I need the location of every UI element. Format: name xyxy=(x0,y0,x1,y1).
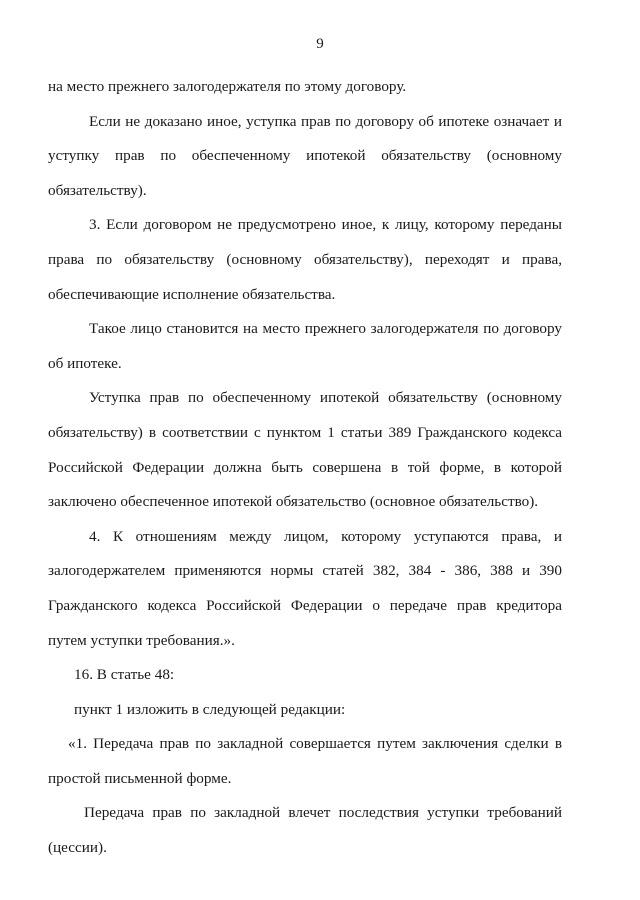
paragraph-new-pledgee: Такое лицо становится на место прежнего залогодержателя по договору об ипотеке. xyxy=(48,320,562,372)
paragraph-article-48: 16. В статье 48: xyxy=(74,666,175,684)
paragraph-cession: Передача прав по закладной влечет последствия уступки требований (цессии). xyxy=(48,804,562,857)
paragraph-assignment-meaning: Если не доказано иное, уступка прав по договору об ипотеке означает и уступку прав по обеспеченному ипотекой обязательству (основному обязательству). xyxy=(48,112,562,199)
paragraph-point-1-edit: пункт 1 изложить в следующей редакции: xyxy=(74,700,346,718)
paragraph-item-4: 4. К отношениям между лицом, которому уступаются права, и залогодержателем применяются нормы статей 382, 384 - 386, 388 и 390 Гражданского кодекса Российской Федерации о передаче прав кредитора путем уступки требования.». xyxy=(48,527,562,649)
page-number: 9 xyxy=(316,36,324,52)
paragraph-mortgage-transfer: «1. Передача прав по закладной совершается путем заключения сделки в простой письменной форме. xyxy=(48,735,562,787)
paragraph-item-3: 3. Если договором не предусмотрено иное, к лицу, которому переданы права по обязательству (основному обязательству), переходят и права, обеспечивающие исполнение обязательства. xyxy=(48,216,562,303)
paragraph-assignment-form: Уступка прав по обеспеченному ипотекой обязательству (основному обязательству) в соответствии с пунктом 1 статьи 389 Гражданского кодекса Российской Федерации должна быть совершена в той форме, в которой заключено обеспеченное ипотекой обязательство (основное обязательство). xyxy=(48,389,562,511)
document-body xyxy=(48,70,562,866)
paragraph-continuation: на место прежнего залогодержателя по этому договору. xyxy=(48,78,407,95)
